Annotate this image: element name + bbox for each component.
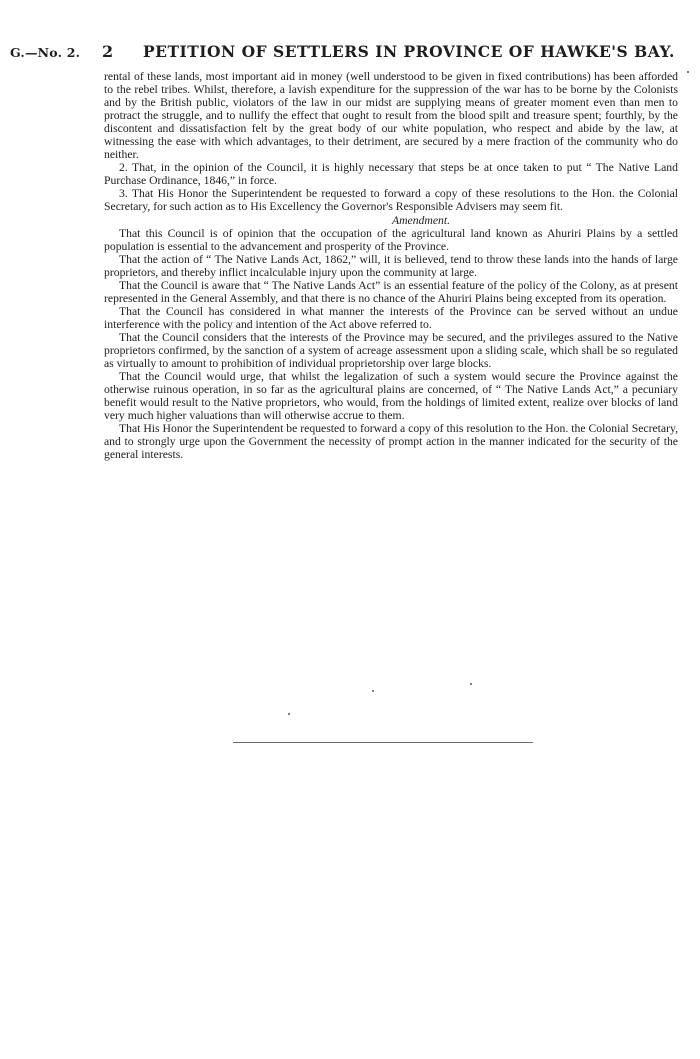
running-head [10, 42, 690, 64]
resolution-2: 2. That, in the opinion of the Council, it is highly necessary that steps be at once taken to put “ The Native Land Purchase Ordinance, 1846,” in force. [104, 161, 678, 188]
amendment-paragraph: That the action of “ The Native Lands Act, 1862,” will, it is believed, tend to throw these lands into the hands of large proprietors, and thereby inflict incalculable injury upon the community at large. [104, 252, 678, 279]
document-reference: G.—No. 2. [10, 45, 81, 60]
print-speck [288, 713, 290, 715]
amendment-paragraph: That the Council has considered in what manner the interests of the Province can be served without an undue interference with the policy and intention of the Act above referred to. [104, 304, 678, 331]
amendment-heading: Amendment. [391, 213, 451, 227]
resolution-3: 3. That His Honor the Superintendent be requested to forward a copy of these resolutions to the Hon. the Colonial Secretary, for such action as to His Excellency the Governor's Responsible Advisers may seem fit. [104, 187, 678, 214]
print-speck [687, 71, 689, 73]
amendment-paragraph: That His Honor the Superintendent be requested to forward a copy of this resolution to the Hon. the Colonial Secretary, and to strongly urge upon the Government the necessity of prompt action in the manner indicated for the security of the general interests. [104, 422, 678, 462]
page-number: 2 [102, 42, 114, 61]
end-rule [233, 742, 533, 743]
body-text [104, 70, 678, 461]
amendment-paragraph: That the Council would urge, that whilst the legalization of such a system would secure the Province against the otherwise ruinous operation, in so far as the agricultural plains are concerned, of “ The Native Lands Act,” a pecuniary benefit would result to the Native proprietors, who would, from the holdings of limited extent, realize over blocks of land very much higher valuations than will otherwise accrue to them. [104, 370, 678, 423]
running-title: PETITION OF SETTLERS IN PROVINCE OF HAWKE'S BAY. [143, 42, 675, 61]
amendment-paragraph: That the Council considers that the interests of the Province may be secured, and the privileges assured to the Native proprietors confirmed, by the sanction of a system of acreage assessment upon a sliding scale, which shall be so regulated as virtually to amount to prohibition of individual proprietorship over large blocks. [104, 330, 678, 371]
print-speck [372, 690, 374, 692]
amendment-paragraph: That this Council is of opinion that the occupation of the agricultural land known as Ahuriri Plains by a settled population is essential to the advancement and prosperity of the Province. [104, 226, 678, 253]
paragraph-continuation: rental of these lands, most important aid in money (well understood to be given in fixed contributions) has been afforded to the rebel tribes. Whilst, therefore, a lavish expenditure for the suppression of the war has to be borne by the Colonists and by the British public, violators of the law in our midst are supplying means of greater moment even than men to protract the struggle, and to nullify the effect that ought to result from the blood spilt and treasure spent; fourthly, by the discontent and dissatisfaction felt by the great body of our white population, who respect and abide by the law, at witnessing the ease with which advantages, to their detriment, are secured by a mere fraction of the community who do neither. [104, 70, 678, 162]
amendment-paragraph: That the Council is aware that “ The Native Lands Act” is an essential feature of the policy of the Colony, as at present represented in the General Assembly, and that there is no chance of the Ahuriri Plains being excepted from its operation. [104, 278, 678, 305]
print-speck [470, 683, 472, 685]
